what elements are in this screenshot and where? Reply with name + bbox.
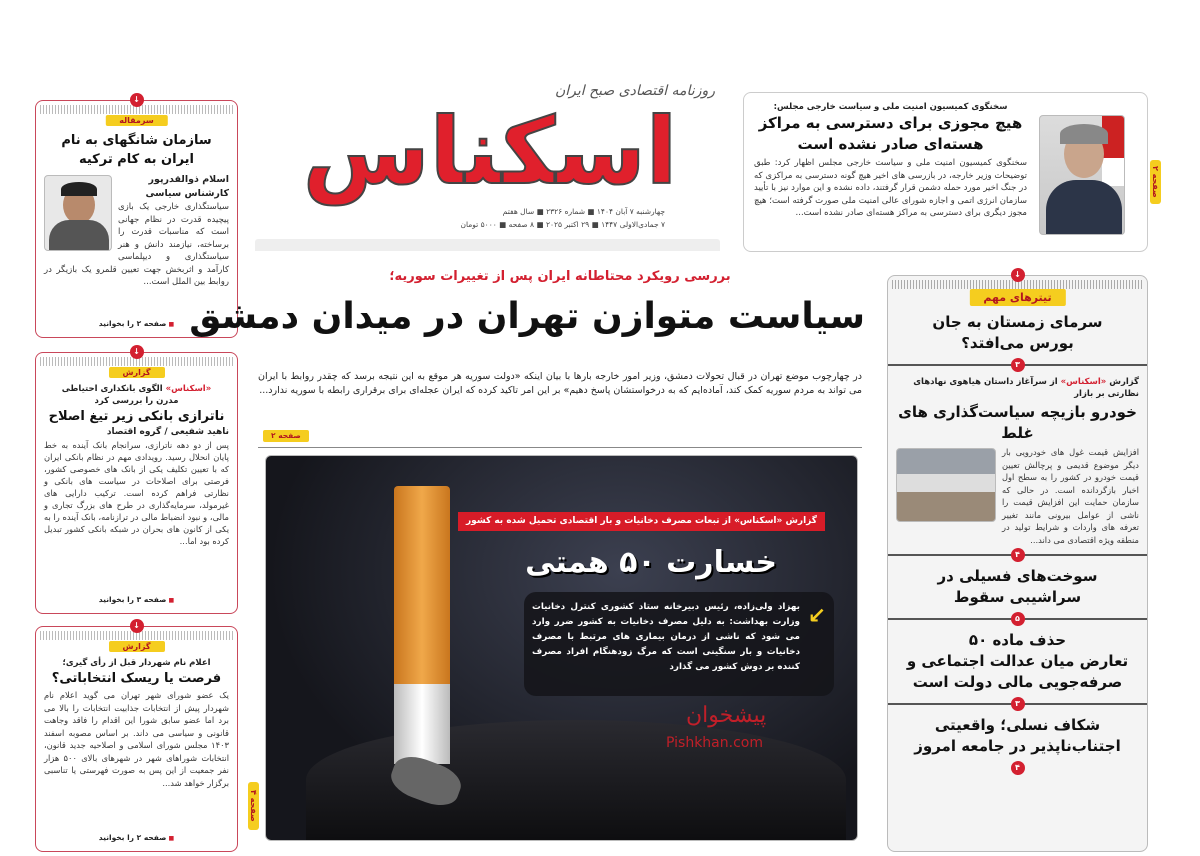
report-body: یک عضو شورای شهر تهران می گوید اعلام نام شهردار پیش از انتخابات جذابیت انتخابات را بالا می برد اما عضو سابق شورا این اقدام را فاقد وجاهت قانونی و سیاسی می داند. بر اساس مصوبه اسفند ۱۴۰۳ مجلس شورای اسلامی و اصلاحیه جدید قانون، انتخابات شوراهای شهر در شهرهای بالای ۵۰۰ هزار نفر جمعیت از این پس به صورت فهرستی یا تناسبی برگزار خواهد شد... — [44, 690, 230, 788]
headline-body: افزایش قیمت غول های خودرویی بار دیگر موضوع قدیمی و پرچالش تعیین قیمت خودرو در کشور را به سطح اول اخبار بازگردانده است. در حالی که سازمان حمایت این افزایش قیمت را ناشی از عوامل بیرونی مانند تغییر تعرفه های واردات و شرایط تولید در منطقه ویژه اقتصادی می داند... — [1002, 447, 1139, 545]
headline-item[interactable]: سوخت‌های فسیلی در سراشیبی سقوط — [937, 567, 1098, 606]
editorial-headline[interactable]: سازمان شانگهای به نام ایران به کام ترکیه — [61, 133, 212, 167]
lead-body: در چهارچوب موضع تهران در قبال تحولات دمشق، وزیر امور خارجه بارها با بیان اینکه «دولت سوریه هر موقع به این نتیجه برسد که چقدر روابط با ایران می تواند به مردم سوریه کمک کند، آماده‌ایم که به درخواستشان پاسخ دهیم» بر این امر تاکید کرده که ایران عجله‌ای برای برقراری رابطه با سوریه ندارد... — [258, 371, 862, 396]
watermark-url: Pishkhan.com — [666, 735, 763, 751]
section-tag: گزارش — [108, 367, 164, 378]
watermark: پیشخوان — [686, 703, 767, 728]
page-number: ۵ — [1011, 612, 1025, 626]
read-more-link[interactable]: ■ صفحه ۲ را بخوانید — [44, 318, 229, 331]
feature-kicker: گزارش «اسکناس» از تبعات مصرف دخانیات و بار اقتصادی تحمیل شده به کشور — [458, 512, 825, 531]
report-kicker: اعلام نام شهردار قبل از رأی گیری؛ — [62, 658, 211, 668]
page-number: ۳ — [1011, 697, 1025, 711]
page-tab[interactable]: صفحه ۲ — [263, 430, 309, 442]
date-line: ۷ جمادی‌الاولی ۱۴۴۷ ■ ۲۹ اکتبر ۲۰۲۵ ■ ۸ صفحه ■ ۵۰۰۰ تومان — [460, 220, 665, 229]
brand-name: «اسکناس» — [1060, 377, 1107, 387]
top-story-photo — [1039, 115, 1125, 235]
lead-kicker: بررسی رویکرد محتاطانه ایران پس از تغییرات سوریه؛ — [389, 269, 731, 284]
kicker-pre: گزارش — [1109, 377, 1139, 387]
feature-quote-box — [524, 592, 834, 696]
tagline: روزنامه اقتصادی صبح ایران — [554, 83, 715, 99]
feature-body: بهزاد ولی‌زاده، رئیس دبیرخانه ستاد کشوری کنترل دخانیات وزارت بهداشت: به دلیل مصرف دخانیات به کشور ضرر وارد می شود که ناشی از درمان بیماری های مرتبط با مصرف دخانیات و بار سنگینی است که مرگ زودهنگام افراد مصرف کننده بر دوش کشور می گذارد — [532, 602, 800, 672]
cigarette-filter — [394, 486, 450, 686]
kicker-text: از سرآغاز داستان هیاهوی نهادهای نظارتی بر بازار — [913, 377, 1139, 399]
ash-pile — [306, 720, 846, 840]
section-tag: گزارش — [108, 641, 164, 652]
headline-item[interactable]: حذف ماده ۵۰ — [968, 631, 1067, 649]
feature-photo[interactable] — [265, 455, 858, 841]
logo: اسکناس — [302, 98, 678, 205]
masthead-bar — [255, 239, 720, 251]
page-number: ۴ — [1011, 761, 1025, 775]
report-headline[interactable]: ناترازی بانکی زیر تیغ اصلاح — [48, 409, 225, 424]
top-story-headline[interactable]: هیچ مجوزی برای دسترسی به مراکز هسته‌ای صادر نشده است — [758, 114, 1023, 153]
editorial-body: سیاستگذاری خارجی یک بازی پیچیده قدرت در نظام جهانی است که مناسبات قدرت را برساخته، نیازمند دانش و هنر سیاستگذاری و دیپلماسی کارآمد و اثربخش جهت تعیین قلمرو یک بازیگر در روابط بین الملل است... — [44, 202, 229, 287]
page-number: ۴ — [1011, 548, 1025, 562]
report-headline[interactable]: فرصت یا ریسک انتخاباتی؟ — [51, 671, 222, 686]
author-name: اسلام ذوالقدرپور — [148, 174, 229, 185]
section-tag: تیترهای مهم — [969, 289, 1065, 306]
top-story[interactable] — [743, 92, 1148, 252]
page-tab[interactable]: صفحه ۴ — [248, 782, 259, 830]
brand-name: «اسکناس» — [165, 384, 212, 394]
report-box-election[interactable]: ↓ گزارش اعلام نام شهردار قبل از رأی گیری؛ فرصت یا ریسک انتخاباتی؟ یک عضو شورای شهر تهران می گوید اعلام نام شهردار پیش از انتخابات جذابیت انتخابات را بالا می برد اما عضو سابق شورا این اقدام را فاقد وجاهت قانونی و سیاسی می داند. بر اساس مصوبه اسفند ۱۴۰۳ مجلس شورای اسلامی و اصلاحیه جدید قانون، انتخابات شوراهای شهر در شهرهای بالای ۵۰۰ هزار نفر جمعیت از این پس به صورت فهرستی یا تناسبی برگزار خواهد شد... ■ صفحه ۲ را بخوانید — [35, 626, 238, 852]
feature-headline[interactable]: خسارت ۵۰ همتی — [525, 545, 777, 580]
editorial-box[interactable]: ↓ سرمقاله سازمان شانگهای به نام ایران به کام ترکیه اسلام ذوالقدرپور کارشناس سیاسی سیاستگذاری خارجی یک بازی پیچیده قدرت در نظام جهانی است که مناسبات قدرت را برساخته، نیازمند دانش و هنر سیاستگذاری و دیپلماسی کارآمد و اثربخش جهت تعیین قلمرو یک بازیگر در روابط بین الملل است... ■ صفحه ۲ را بخوانید — [35, 100, 238, 338]
lead-headline[interactable]: سیاست متوازن تهران در میدان دمشق — [189, 296, 865, 337]
masthead — [255, 82, 725, 237]
headlines-box: ↓ تیترهای مهم سرمای زمستان به جان بورس می‌افتد؟ ۳ گزارش «اسکناس» از سرآغاز داستان هیاهوی نهادهای نظارتی بر بازار خودرو بازیچه سیاست‌گذاری های غلط افزایش قیمت غول های خودرویی بار دیگر موضوع قدیمی و پرچالش تعیین قیمت خودرو در کشور را به سطح اول اخبار بازگردانده است. در حالی که سازمان حمایت این افزایش قیمت را ناشی از عوامل بیرونی مانند تغییر تعرفه های واردات و شرایط تولید در منطقه ویژه اقتصادی می داند... ۴ سوخت‌های فسیلی در سراشیبی سقوط ۵ حذف ماده ۵۰ تعارض میان عدالت اجتماعی و صرفه‌جویی مالی دولت است ۳ شکاف نسلی؛ واقعیتی اجتناب‌ناپذیر در جامعه امروز ۴ — [887, 275, 1148, 852]
read-more-link[interactable]: ■ صفحه ۳ را بخوانید — [44, 594, 229, 607]
top-story-body: سخنگوی کمیسیون امنیت ملی و سیاست خارجی مجلس اظهار کرد: طبق توضیحات وزیر خارجه، در بازرسی های اخیر هیچ گونه دسترسی به مراکزی که در جنگ اخیر مورد حمله دشمن قرار گرفتند، داده نشده و این موارد نیز با تأیید سازمان انرژی اتمی و اجازه شورای عالی امنیت ملی صورت گرفته است؛ هیچ مجوز دیگری برای دسترسی به مراکز هسته‌ای صادر نشده است... — [754, 158, 1027, 218]
arrow-icon: ↙ — [807, 604, 826, 629]
page-number: ۳ — [1011, 358, 1025, 372]
headline-item[interactable]: خودرو بازیچه سیاست‌گذاری های غلط — [898, 403, 1137, 442]
report-body: پس از دو دهه ناترازی، سرانجام بانک آینده به خط پایان انحلال رسید. رویدادی مهم در نظام بانکی ایران که با تعیین تکلیف یکی از بانک های خصوصی کشور، فرصتی برای اصلاحات در سیاست های بانکی و نظارتی فراهم کرده است. ترکیب دارایی های غیرمولد، سرمایه‌گذاری در طرح های بزرگ تجاری و مالی، و نبود انضباط مالی در ترازنامه، بانک آینده را به یکی از کانون های بحران در شبکه بانکی کشور تبدیل کرده بود اما... — [44, 440, 229, 546]
read-more-link[interactable]: ■ صفحه ۲ را بخوانید — [44, 832, 229, 845]
author-name: ناهید شفیعی / گروه اقتصاد — [106, 427, 229, 437]
kicker-text: الگوی بانکداری احتیاطی مدرن را بررسی کرد — [61, 384, 179, 406]
page-tab[interactable]: صفحه ۲ — [1150, 160, 1161, 204]
headline-item-sub[interactable]: تعارض میان عدالت اجتماعی و صرفه‌جویی مالی دولت است — [906, 652, 1129, 691]
date-line: چهارشنبه ۷ آبان ۱۴۰۴ ■ شماره ۲۳۲۶ ■ سال هفتم — [502, 207, 665, 216]
divider — [258, 447, 862, 448]
headline-item[interactable]: سرمای زمستان به جان بورس می‌افتد؟ — [932, 313, 1103, 352]
headline-item[interactable]: شکاف نسلی؛ واقعیتی اجتناب‌ناپذیر در جامعه امروز — [914, 716, 1121, 755]
headline-kicker — [896, 376, 1139, 400]
report-kicker — [44, 383, 229, 407]
section-tag: سرمقاله — [105, 115, 167, 126]
report-box-banking[interactable]: ↓ گزارش «اسکناس» الگوی بانکداری احتیاطی مدرن را بررسی کرد ناترازی بانکی زیر تیغ اصلاح ناهید شفیعی / گروه اقتصاد پس از دو دهه ناترازی، سرانجام بانک آینده به خط پایان انحلال رسید. رویدادی مهم در نظام بانکی ایران که با تعیین تکلیف یکی از بانک های خصوصی کشور، فرصتی برای اصلاحات در سیاست های بانکی و نظارتی فراهم کرده است. ترکیب دارایی های غیرمولد، سرمایه‌گذاری در طرح های بزرگ تجاری و مالی، و نبود انضباط مالی در ترازنامه، بانک آینده را به یکی از کانون های بحران در شبکه بانکی کشور تبدیل کرده بود اما... ■ صفحه ۳ را بخوانید — [35, 352, 238, 614]
cars-photo — [896, 448, 996, 522]
author-role: کارشناس سیاسی — [145, 188, 229, 199]
author-photo — [44, 175, 112, 251]
top-story-kicker: سخنگوی کمیسیون امنیت ملی و سیاست خارجی مجلس: — [773, 102, 1008, 112]
cigarette-paper — [394, 684, 450, 764]
